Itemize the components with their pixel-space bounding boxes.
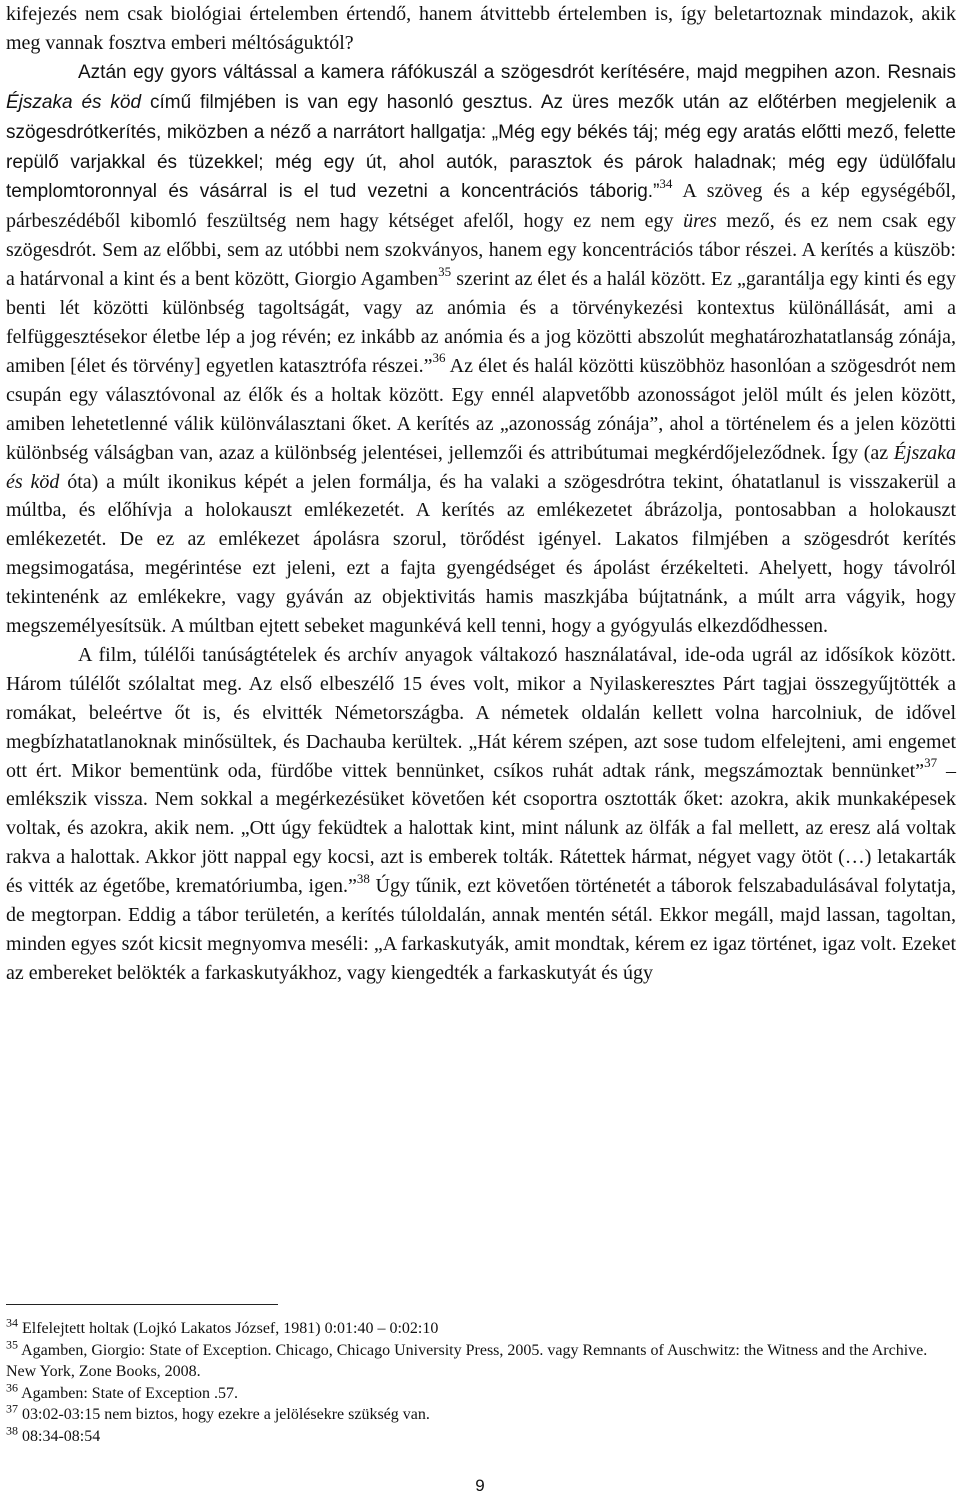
footnote-number: 37: [6, 1401, 18, 1416]
paragraph-3: [6, 641, 956, 988]
footnote-34: [6, 1315, 946, 1340]
footnote-text: Agamben, Giorgio: State of Exception. Chicago, Chicago University Press, 2005. vagy Remnants of Auschwitz: the Witness and the Archive. New York, Zone Books, 2008.: [6, 1341, 928, 1380]
footnote-text: 03:02-03:15 nem biztos, hogy ezekre a jelölésekre szükség van.: [18, 1406, 430, 1423]
footnote-number: 36: [6, 1380, 18, 1395]
footnote-number: 38: [6, 1423, 18, 1438]
footnote-text: Agamben: State of Exception .57.: [18, 1384, 238, 1402]
footnote-ref-37[interactable]: 37: [924, 754, 938, 770]
film-title: Éjszaka és köd: [6, 91, 142, 113]
paragraph-2: [6, 58, 956, 641]
footnote-text: 08:34-08:54: [18, 1427, 101, 1445]
paragraph-1: [6, 0, 956, 58]
paragraph-3-text: – emlékszik vissza. Nem sokkal a megérkezésüket követően két csoportra osztották őket: azokra, akik munkaképesek voltak, és azokra, akik nem. „Ott úgy feküdtek a halottak kint, mint nálunk az ölfák a fal mellett, az eresz alá voltak rakva a halottak. Akkor jött nappal egy kocsi, azt is emberek tolták. Rátettek hármat, négyet vagy ötöt (…) letakarták és vitték az égetőbe, krematóriumba, igen.”: [6, 759, 956, 898]
paragraph-2-text: óta) a múlt ikonikus képét a jelen formálja, és ha valaki a szögesdrótra tekint, óhatatlanul is visszakerül a múltba, és előhívja a holokauszt emlékezetét. A kerítés az emlékezetet ábrázolja, pontosabban a holokauszt emlékezetét. De ez az emlékezet ápolásra szorul, törődést igényel. Lakatos filmjében a szögesdrót kerítés megsimogatása, megérintése ezt jeleni, ezt a fajta gyengédséget és ápolást érzékelteti. Ahelyett, hogy távolról tekintenénk az emlékekre, vagy gyáván az objektivitás hamis maszkjába bújtatnánk, a múlt arra vágyik, hogy megszemélyesítsük. A múltban ejtett sebeket magunkévá kell tenni, hogy a gyógyulás elkezdődhessen.: [6, 470, 956, 638]
page-number: 9: [475, 1476, 485, 1495]
footnotes: [6, 1315, 946, 1447]
footnote-37: [6, 1401, 946, 1426]
paragraph-2-text: Aztán egy gyors váltással a kamera ráfókuszál a szögesdrót kerítésére, majd megpihen azon. Resnais: [78, 61, 956, 83]
emphasis: üres: [683, 210, 717, 233]
paragraph-3-text: Úgy tűnik, ezt követően történetét a táborok felszabadulásával folytatja, de megtorpan. Eddig a tábor területén, a kerítés túloldalán, annak mentén sétál. Ekkor megáll, majd lassan, tagoltan, minden egyes szót kicsit megnyomva meséli: „A farkaskutyák, amit mondtak, kérem ez igaz történet, igaz volt. Ezeket az embereket belökték a farkaskutyákhoz, vagy kiengedték a farkaskutyát és úgy: [6, 875, 956, 984]
paragraph-2-text: Az élet és halál közötti küszöbhöz hasonlóan a szögesdrót nem csupán egy választóvonal az élők és a holtak között. Egy ennél alapvetőbb azonosságot jelöl múlt és jelen között, amiben lehetetlenné válik különválasztani őket. A kerítés az „azonosság zónája”, ahol a történelem és a jelen közötti különbség válságban van, azaz a különbség jelentései, jellemzői és attribútumai megkérdőjeleződnek. Így (az: [6, 354, 956, 464]
footnote-ref-35[interactable]: 35: [438, 263, 452, 279]
footnote-divider: [6, 1304, 278, 1305]
footnote-number: 34: [6, 1315, 18, 1330]
footnote-ref-34[interactable]: 34: [659, 175, 673, 191]
film-title: Éjszaka és köd: [6, 441, 956, 493]
footnote-38: [6, 1423, 946, 1448]
paragraph-3-text: A film, túlélői tanúságtételek és archív anyagok váltakozó használatával, ide-oda ugrál az idősíkok között. Három túlélőt szólaltat meg. Az első elbeszélő 15 éves volt, mikor a Nyilaskeresztes Párt tagjai összegyűjtötték a romákat, beleértve őt is, és elvitték Németországba. A németek oldalán kellett volna harcolniuk, de idővel megbízhatatlanoknak minősültek, és Dachauba kerültek. „Hát kérem szépen, azt sose tudom elfelejteni, ami engemet ott ért. Mikor bementünk oda, fürdőbe vittek bennünket, csíkos ruhát adtak ránk, megszámoztak bennünket”: [6, 643, 956, 782]
footnote-text: Elfelejtett holtak (Lojkó Lakatos József, 1981) 0:01:40 – 0:02:10: [18, 1320, 439, 1337]
body-text: [6, 0, 956, 988]
paragraph-1-text: kifejezés nem csak biológiai értelemben értendő, hanem átvittebb értelemben is, így beletartoznak mindazok, akik meg vannak fosztva emberi méltóságuktól?: [6, 3, 956, 54]
paragraph-2-text: Sem az előbbi, sem az utóbbi nem szokványos, hanem egy koncentrációs tábor részei. A kerítés a küszöb: a határvonal a kint és a bent között, Giorgio Agamben: [6, 239, 956, 291]
paragraph-2-text: A szöveg és a kép egységéből, párbeszédéből kibomló feszültség nem hagy kétséget afelől, hogy ez nem egy: [6, 180, 956, 233]
footnote-36: [6, 1380, 946, 1405]
footnote-ref-38[interactable]: 38: [356, 870, 370, 886]
paragraph-2-text: című filmjében is van egy hasonló gesztus. Az üres mezők után az előtérben megjelenik a szögesdrótkerítés, miközben a néző a narrátort hallgatja: „Még egy békés táj; még egy aratás előtti mező, felette repülő varjakkal és tüzekkel; még egy út, ahol autók, parasztok és párok haladnak; még egy üdülőfalu templomtoronnyal és vásárral is el tud vezetni a koncentrációs táborig.”: [6, 91, 956, 203]
footnote-ref-36[interactable]: 36: [432, 350, 446, 366]
footnote-number: 35: [6, 1337, 18, 1352]
paragraph-2-text: szerint az élet és a halál között. Ez „garantálja egy kinti és egy benti lét közötti különbség tagoltságát, vagy az anómia és a törvénykezési kontextus különállását, ami a felfüggesztésekor életbe lép a jog révén; ez inkább az anómia és a jog közötti abszolút meghatározhatatlanság zónája, amiben [élet és törvény] egyetlen katasztrófa részei.”: [6, 268, 956, 377]
paragraph-2-text: mező, és ez nem csak egy szögesdrót.: [6, 210, 956, 262]
footnote-35: [6, 1337, 946, 1383]
